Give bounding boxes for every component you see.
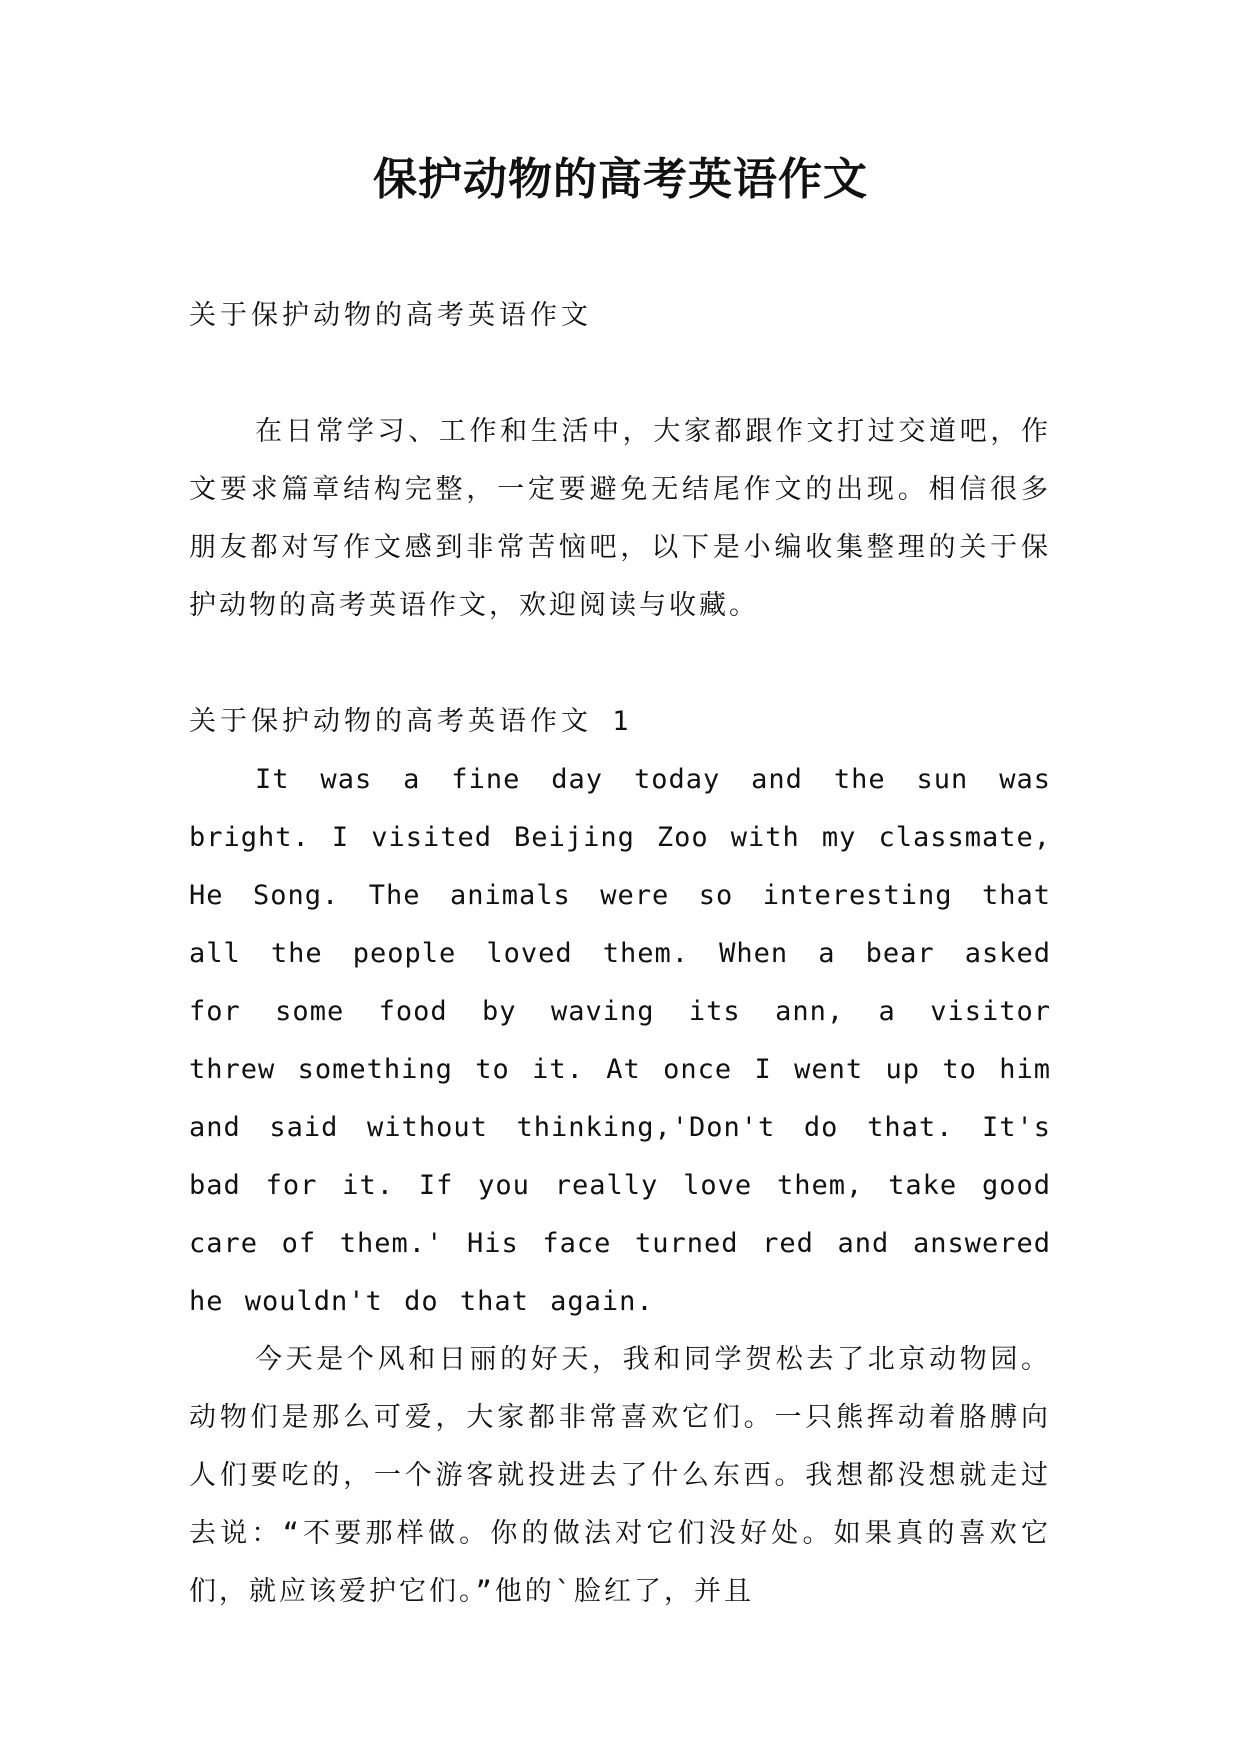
spacer	[189, 345, 1051, 403]
spacer	[189, 635, 1051, 693]
subtitle-heading: 关于保护动物的高考英语作文	[189, 300, 592, 331]
english-paragraph: It was a fine day today and the sun was bright. I visited Beijing Zoo with my classmate, He Song. The animals were so interesting that all the people loved them. When a bear asked for some food by waving its ann, a visitor threw something to it. At once I went up to him and said without thinking,'Don't do that. It's bad for it. If you really love them, take good care of them.' His face turned red and answered he wouldn't do that again.	[189, 764, 1051, 1317]
section-heading: 关于保护动物的高考英语作文 1	[189, 706, 633, 737]
document-body	[189, 287, 1051, 1621]
intro-paragraph: 在日常学习、工作和生活中，大家都跟作文打过交道吧，作文要求篇章结构完整，一定要避免无结尾作文的出现。相信很多朋友都对写作文感到非常苦恼吧，以下是小编收集整理的关于保护动物的高考英语作文，欢迎阅读与收藏。	[189, 416, 1051, 621]
document-title: 保护动物的高考英语作文	[373, 154, 868, 205]
chinese-translation-paragraph: 今天是个风和日丽的好天，我和同学贺松去了北京动物园。动物们是那么可爱，大家都非常喜欢它们。一只熊挥动着胳膊向人们要吃的，一个游客就投进去了什么东西。我想都没想就走过去说：“不要那样做。你的做法对它们没好处。如果真的喜欢它们，就应该爱护它们。”他的`脸红了，并且	[189, 1344, 1051, 1607]
